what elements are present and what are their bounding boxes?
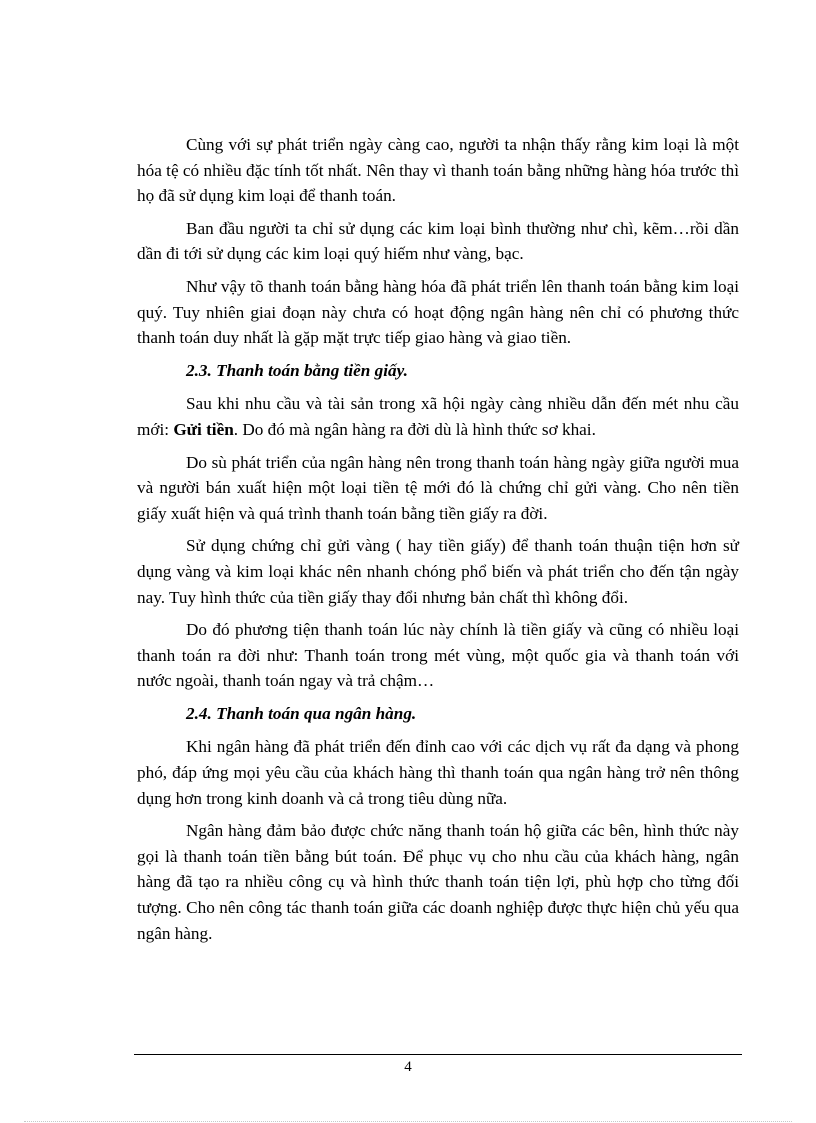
paragraph-payment-types: Do đó phương tiện thanh toán lúc này chính là tiền giấy và cũng có nhiều loại thanh toán ra đời như: Thanh toán trong mét vùng, một quốc gia và thanh toán với nước ngoài, thanh toán ngay và trả chậm… (137, 620, 739, 691)
page-bottom-border (24, 1121, 792, 1122)
footer-divider (134, 1054, 742, 1055)
paragraph-deposit-need-text-2: . Do đó mà ngân hàng ra đời dù là hình thức sơ khai. (233, 419, 596, 439)
section-heading-2-3: 2.3. Thanh toán bằng tiền giấy. (186, 360, 408, 380)
paragraph-common-metals: Ban đầu người ta chỉ sử dụng các kim loại bình thường như chì, kẽm…rồi dần dần đi tới sử dụng các kim loại quý hiếm như vàng, bạc. (137, 218, 739, 264)
paragraph-precious-metals: Như vậy tõ thanh toán bằng hàng hóa đã phát triển lên thanh toán bằng kim loại quý. Tuy nhiên giai đoạn này chưa có hoạt động ngân hàng nên chỉ có phương thức thanh toán duy nhất là gặp mặt trực tiếp giao hàng và giao tiền. (137, 276, 739, 348)
page-number: 4 (404, 1059, 412, 1075)
paragraph-gold-certificate: Do sù phát triển của ngân hàng nên trong thanh toán hàng ngày giữa người mua và người bán xuất hiện một loại tiền tệ mới đó là chứng chỉ gửi vàng. Cho nên tiền giấy xuất hiện và quá trình thanh toán bằng tiền giấy ra đời. (137, 452, 739, 523)
paragraph-deposit-need (137, 391, 739, 442)
paragraph-deposit-need-text-1: Sau khi nhu cầu và tài sản trong xã hội ngày càng nhiều dẫn đến mét nhu cầu mới: (137, 394, 739, 439)
paragraph-paper-money-spread: Sử dụng chứng chỉ gửi vàng ( hay tiền giấy) để thanh toán thuận tiện hơn sử dụng vàng và kim loại khác nên nhanh chóng phổ biến và phát triển cho đến tận ngày nay. Tuy hình thức của tiền giấy thay đổi nhưng bản chất thì không đổi. (137, 536, 739, 607)
paragraph-bank-development: Khi ngân hàng đã phát triển đến đỉnh cao với các dịch vụ rất đa dạng và phong phó, đáp ứng mọi yêu cầu của khách hàng thì thanh toán qua ngân hàng trở nên thông dụng hơn trong kinh doanh và cả trong tiêu dùng nữa. (137, 737, 739, 808)
paragraph-metal-currency: Cùng với sự phát triển ngày càng cao, người ta nhận thấy rằng kim loại là một hóa tệ có nhiều đặc tính tốt nhất. Nên thay vì thanh toán bằng những hàng hóa trước thì họ đã sử dụng kim loại để thanh toán. (137, 135, 739, 206)
bold-term-gui-tien: Gửi tiền (173, 419, 234, 439)
page-body (137, 132, 739, 953)
section-heading-2-4: 2.4. Thanh toán qua ngân hàng. (186, 703, 417, 723)
paragraph-bank-payment-function: Ngân hàng đảm bảo được chức năng thanh toán hộ giữa các bên, hình thức này gọi là thanh toán tiền bằng bút toán. Để phục vụ cho nhu cầu của khách hàng, ngân hàng đã tạo ra nhiều công cụ và hình thức thanh toán tiện lợi, phù hợp cho từng đối tượng. Cho nên công tác thanh toán giữa các doanh nghiệp được thực hiện chủ yếu qua ngân hàng. (137, 821, 739, 943)
